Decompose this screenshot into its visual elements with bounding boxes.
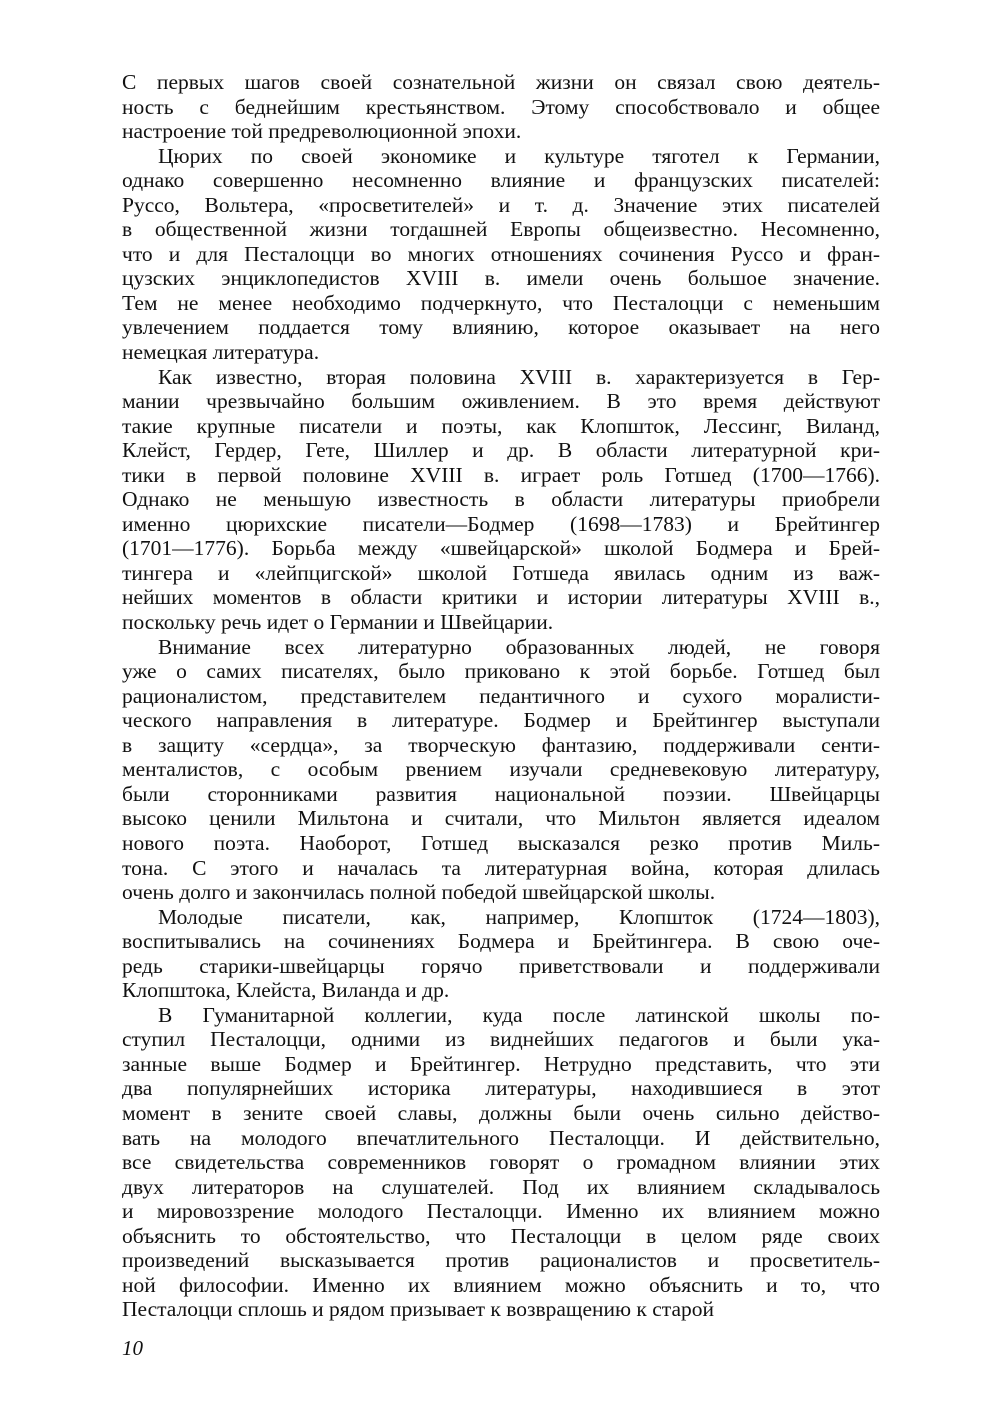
text-line: мании чрезвычайно большим оживлением. В это время действуют <box>122 389 880 414</box>
text-line: нейших моментов в области критики и истории литературы XVIII в., <box>122 585 880 610</box>
paragraph <box>122 70 880 144</box>
paragraph <box>122 1003 880 1322</box>
text-line: занные выше Бодмер и Брейтингер. Нетрудно представить, что эти <box>122 1051 880 1076</box>
paragraph <box>122 635 880 905</box>
text-line: Как известно, вторая половина XVIII в. характеризуется в Гер- <box>158 364 880 389</box>
text-line: ной философии. Именно их влиянием можно объяснить и то, что <box>122 1272 880 1297</box>
text-line: высоко ценили Мильтона и считали, что Мильтон является идеалом <box>122 806 880 831</box>
text-line: тики в первой половине XVIII в. играет роль Готшед (1700—1766). <box>122 462 880 487</box>
text-line: в общественной жизни тогдашней Европы общеизвестно. Несомненно, <box>122 217 880 242</box>
paragraph <box>122 144 880 365</box>
text-line: ческого направления в литературе. Бодмер и Брейтингер выступали <box>122 708 880 733</box>
text-line: объяснить то обстоятельство, что Песталоцци в целом ряде своих <box>122 1223 880 1248</box>
text-line: все свидетельства современников говорят о громадном влиянии этих <box>122 1150 880 1175</box>
text-line: однако совершенно несомненно влияние и французских писателей: <box>122 168 880 193</box>
paragraph <box>122 365 880 635</box>
text-line: вать на молодого впечатлительного Песталоцци. И действительно, <box>122 1125 880 1150</box>
text-line: рационалистом, представителем педантичного и сухого моралисти- <box>122 683 880 708</box>
text-line: Клопштока, Клейста, Виланда и др. <box>122 978 450 1003</box>
text-line: два популярнейших историка литературы, находившиеся в этот <box>122 1076 880 1101</box>
text-line: что и для Песталоцци во многих отношениях сочинения Руссо и фран- <box>122 241 880 266</box>
text-line: уже о самих писателях, было приковано к этой борьбе. Готшед был <box>122 659 880 684</box>
text-line: С первых шагов своей сознательной жизни он связал свою деятель- <box>122 70 880 94</box>
text-line: Руссо, Вольтера, «просветителей» и т. д. Значение этих писателей <box>122 192 880 217</box>
text-line: тингера и «лейпцигской» школой Готшеда явилась одним из важ- <box>122 560 880 585</box>
text-line: очень долго и закончилась полной победой швейцарской школы. <box>122 880 716 905</box>
text-line: Песталоцци сплошь и рядом призывает к возвращению к старой <box>122 1297 715 1322</box>
text-line: цузских энциклопедистов XVIII в. имели очень большое значение. <box>122 266 880 291</box>
text-line: нового поэта. Наоборот, Готшед высказался резко против Миль- <box>122 830 880 855</box>
text-line: именно цюрихские писатели—Бодмер (1698—1783) и Брейтингер <box>122 511 880 536</box>
text-line: ступил Песталоцци, одними из виднейших педагогов и были ука- <box>122 1027 880 1052</box>
page-body <box>122 70 880 1322</box>
text-line: воспитывались на сочинениях Бодмера и Брейтингера. В свою оче- <box>122 929 880 954</box>
text-line: редь старики-швейцарцы горячо приветствовали и поддерживали <box>122 953 880 978</box>
text-line: увлечением поддается тому влиянию, которое оказывает на него <box>122 315 880 340</box>
text-line: В Гуманитарной коллегии, куда после латинской школы по- <box>158 1002 880 1027</box>
text-line: Молодые писатели, как, например, Клопшток (1724—1803), <box>158 904 880 929</box>
page-number: 10 <box>122 1336 143 1360</box>
paragraph <box>122 905 880 1003</box>
text-line: в защиту «сердца», за творческую фантазию, поддерживали сенти- <box>122 732 880 757</box>
text-line: Цюрих по своей экономике и культуре тяготел к Германии, <box>158 143 880 168</box>
text-line: поскольку речь идет о Германии и Швейцарии. <box>122 610 554 635</box>
text-line: момент в зените своей славы, должны были очень сильно действо- <box>122 1100 880 1125</box>
text-line: настроение той предреволюционной эпохи. <box>122 119 522 144</box>
text-line: (1701—1776). Борьба между «швейцарской» школой Бодмера и Брей- <box>122 536 880 561</box>
text-line: двух литераторов на слушателей. Под их влиянием складывалось <box>122 1174 880 1199</box>
text-line: менталистов, с особым рвением изучали средневековую литературу, <box>122 757 880 782</box>
text-line: Клейст, Гердер, Гете, Шиллер и др. В области литературной кри- <box>122 438 880 463</box>
text-line: и мировоззрение молодого Песталоцци. Именно их влиянием можно <box>122 1199 880 1224</box>
text-line: Тем не менее необходимо подчеркнуто, что Песталоцци с неменьшим <box>122 290 880 315</box>
text-line: немецкая литература. <box>122 340 320 365</box>
text-line: произведений высказывается против рационалистов и просветитель- <box>122 1248 880 1273</box>
text-line: Внимание всех литературно образованных людей, не говоря <box>158 634 880 659</box>
text-line: тона. С этого и началась та литературная война, которая длилась <box>122 855 880 880</box>
text-line: Однако не меньшую известность в области литературы приобрели <box>122 487 880 512</box>
text-line: ность с беднейшим крестьянством. Этому способствовало и общее <box>122 94 880 119</box>
text-line: были сторонниками развития национальной поэзии. Швейцарцы <box>122 781 880 806</box>
text-line: такие крупные писатели и поэты, как Клопшток, Лессинг, Виланд, <box>122 413 880 438</box>
